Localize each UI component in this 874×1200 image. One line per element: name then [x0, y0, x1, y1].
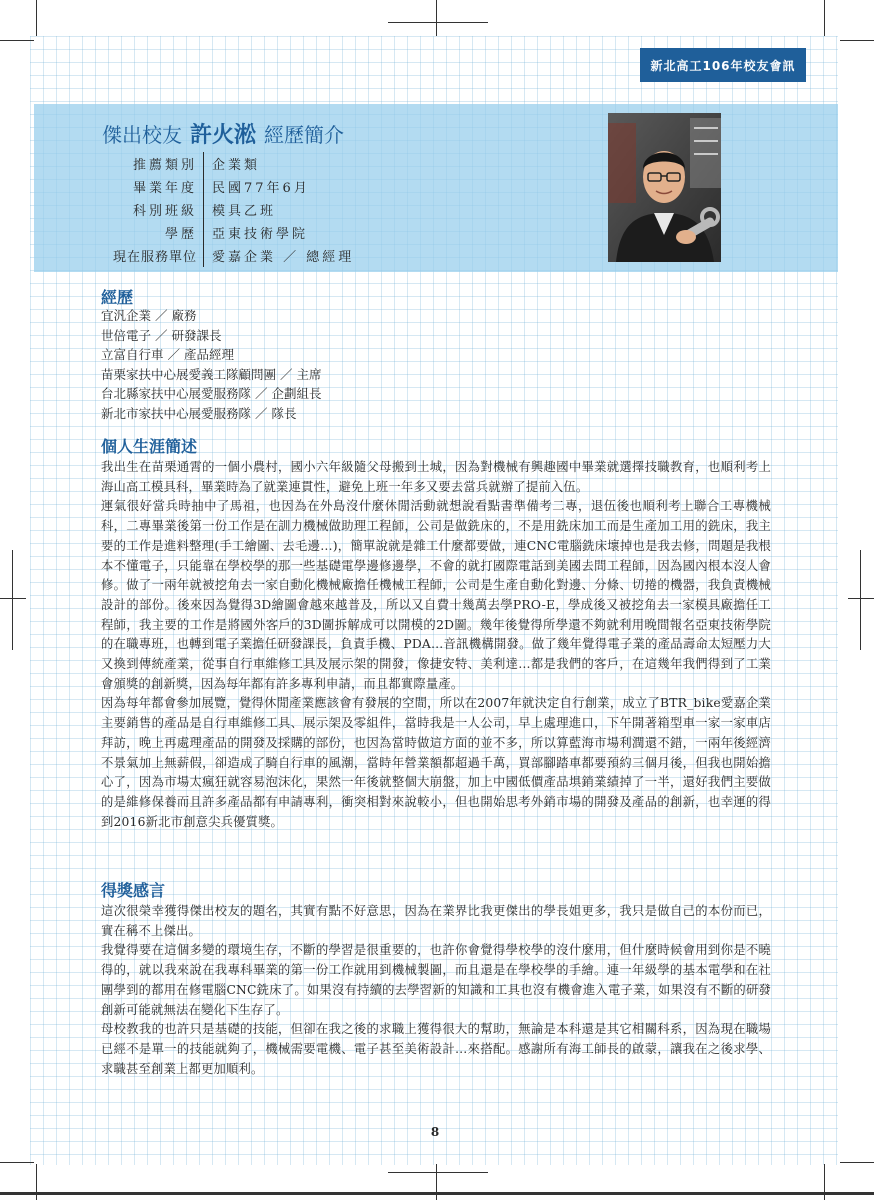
- crop-mark: [848, 598, 874, 599]
- info-value: 企業類: [212, 158, 261, 173]
- awards-heading: 得獎感言: [101, 881, 166, 900]
- info-value: 模具乙班: [212, 204, 277, 219]
- crop-mark: [840, 1162, 874, 1163]
- info-row: [100, 152, 354, 175]
- crop-mark: [824, 0, 825, 36]
- right-margin: [838, 0, 874, 1200]
- info-row: [100, 198, 354, 221]
- crop-mark: [0, 40, 34, 41]
- title-suffix: 經歷簡介: [264, 123, 345, 147]
- career-heading: 經歷: [101, 288, 134, 307]
- alumni-name: 許火淞: [190, 123, 257, 148]
- personal-heading: 個人生涯簡述: [101, 437, 198, 456]
- info-row: [100, 175, 354, 198]
- portrait-illustration: [608, 113, 721, 262]
- awards-body: [101, 902, 771, 1079]
- info-row: [100, 221, 354, 244]
- career-item: 立富自行車 ／ 產品經理: [101, 347, 234, 362]
- career-item: 世倍電子 ／ 研發課長: [101, 327, 222, 343]
- paragraph: 我出生在苗栗通霄的一個小農村，國小六年級隨父母搬到土城，因為對機械有興趣國中畢業就選擇技職教育，也順利考上海山高工模具科，畢業時為了就業連貫性，避免上班一年多又要去當兵就辦了提前入伍。: [101, 460, 771, 494]
- personal-body: [101, 458, 771, 832]
- portrait-photo: [608, 113, 721, 262]
- paragraph: 這次很榮幸獲得傑出校友的題名，其實有點不好意思，因為在業界比我更傑出的學長姐更多，我只是做自己的本份而已，實在稱不上傑出。: [101, 904, 771, 938]
- info-key: 現在服務單位: [112, 250, 197, 265]
- paragraph: 運氣很好當兵時抽中了馬祖，也因為在外島沒什麼休閒活動就想說看點書準備考二專，退伍後也順利考上聯合工專機械科，二專畢業後第一份工作是在訓力機械做助理工程師，公司是做銑床的，不是用銑床加工而是生產加工用的銑床，我主要的工作是進料整理(手工繪圖、去毛邊…)，簡單說就是雜工什麼都要做，連CNC電腦銑床壞掉也是我去修，問題是我根本不懂電子，只能靠在學校學的那一些基礎電學邊修邊學，不會的就打國際電話到美國去問工程師，因為國內根本沒人會修。做了一兩年就被挖角去一家自動化機械廠擔任機械工程師，公司是生產自動化對邊、分條、切捲的機器，我負責機械設計的部份。後來因為覺得3D繪圖會越來越普及，所以又自費十幾萬去學PRO-E，學成後又被挖角去一家模具廠擔任工程師，我主要的工作是將國外客戶的3D圖拆解成可以開模的2D圖。幾年後覺得所學還不夠就利用晚間報名亞東技術學院的在職專班，也轉到電子業擔任研發課長，負責手機、PDA…音訊機構開發。做了幾年覺得電子業的產品壽命太短壓力大又換到傳統產業，從事自行車維修工具及展示架的開發，像捷安特、美利達…都是我們的客戶，在這幾年我們得到了工業會頒獎的創新獎，因為每年都有許多專利申請，而且都實際量產。: [101, 499, 771, 691]
- paragraph: 因為每年都會參加展覽，覺得休閒產業應該會有發展的空間，所以在2007年就決定自行創業，成立了BTR_bike愛嘉企業主要銷售的產品是自行車維修工具、展示架及零組件，當時我是一人公司，早上處理進口，下午開著箱型車一家一家車店拜訪，晚上再處理產品的開發及採購的部份，也因為當時做這方面的並不多，所以算藍海市場利潤還不錯，一兩年後經濟不景氣加上無薪假，卻造成了騎自行車的風潮，當時年營業額都超過千萬，買部腳踏車都要預約三個月後，但我也開始擔心了，因為市場太瘋狂就容易泡沫化，果然一年後就整個大崩盤，加上中國低價產品埧銷業績掉了一半，還好我們主要做的是維修保養而且許多產品都有申請專利，衝突相對來說較小，但也開始思考外銷市場的開發及產品的創新，也幸運的得到2016新北市創意尖兵優質獎。: [101, 696, 771, 829]
- info-key: 科別班級: [132, 204, 197, 219]
- info-key: 畢業年度: [132, 181, 197, 196]
- crop-mark: [388, 22, 488, 23]
- page-number: 8: [430, 1125, 440, 1139]
- career-item: 宜汎企業 ／ 廠務: [101, 308, 197, 323]
- crop-mark: [36, 0, 37, 36]
- bottom-rule: [0, 1192, 874, 1195]
- publication-tag: 新北高工106年校友會訊: [640, 48, 806, 82]
- top-margin: [0, 0, 874, 36]
- career-item: 苗栗家扶中心展愛義工隊顧問團 ／ 主席: [101, 366, 322, 382]
- crop-mark: [0, 1162, 34, 1163]
- crop-mark: [436, 0, 437, 36]
- info-value: 亞東技術學院: [212, 227, 309, 242]
- info-row: [100, 244, 354, 267]
- crop-mark: [388, 1172, 488, 1173]
- crop-mark: [0, 598, 26, 599]
- profile-info-table: [100, 152, 354, 267]
- paragraph: 我覺得要在這個多變的環境生存，不斷的學習是很重要的，也許你會覺得學校學的沒什麼用，但什麼時候會用到你是不曉得的，就以我來說在我專科畢業的第一份工作就用到機械製圖，而且還是在學校學的手繪。連一年級學的基本電學和在社團學到的都用在修電腦CNC銑床了。如果沒有持續的去學習新的知識和工具也沒有機會進入電子業，如果沒有不斷的研發創新可能就無法在變化下生存了。: [101, 943, 771, 1017]
- info-key: 推薦類別: [132, 158, 197, 173]
- left-margin: [0, 0, 30, 1200]
- crop-mark: [860, 550, 861, 650]
- career-item: 新北市家扶中心展愛服務隊 ／ 隊長: [101, 405, 297, 421]
- career-list: [101, 306, 321, 423]
- crop-mark: [12, 550, 13, 650]
- crop-mark: [840, 40, 874, 41]
- career-item: 台北縣家扶中心展愛服務隊 ／ 企劃組長: [101, 386, 322, 401]
- info-value: 民國77年6月: [212, 181, 310, 196]
- profile-title: [102, 118, 344, 149]
- title-prefix: 傑出校友: [102, 123, 182, 147]
- paragraph: 母校教我的也許只是基礎的技能，但卻在我之後的求職上獲得很大的幫助，無論是本科還是其它相關科系，因為現在職場已經不是單一的技能就夠了，機械需要電機、電子甚至美術設計…來搭配。感謝所有海工師長的啟蒙，讓我在之後求學、求職甚至創業上都更加順利。: [101, 1022, 771, 1076]
- info-value: 愛嘉企業 ／ 總經理: [212, 250, 355, 265]
- info-key: 學歷: [164, 227, 197, 242]
